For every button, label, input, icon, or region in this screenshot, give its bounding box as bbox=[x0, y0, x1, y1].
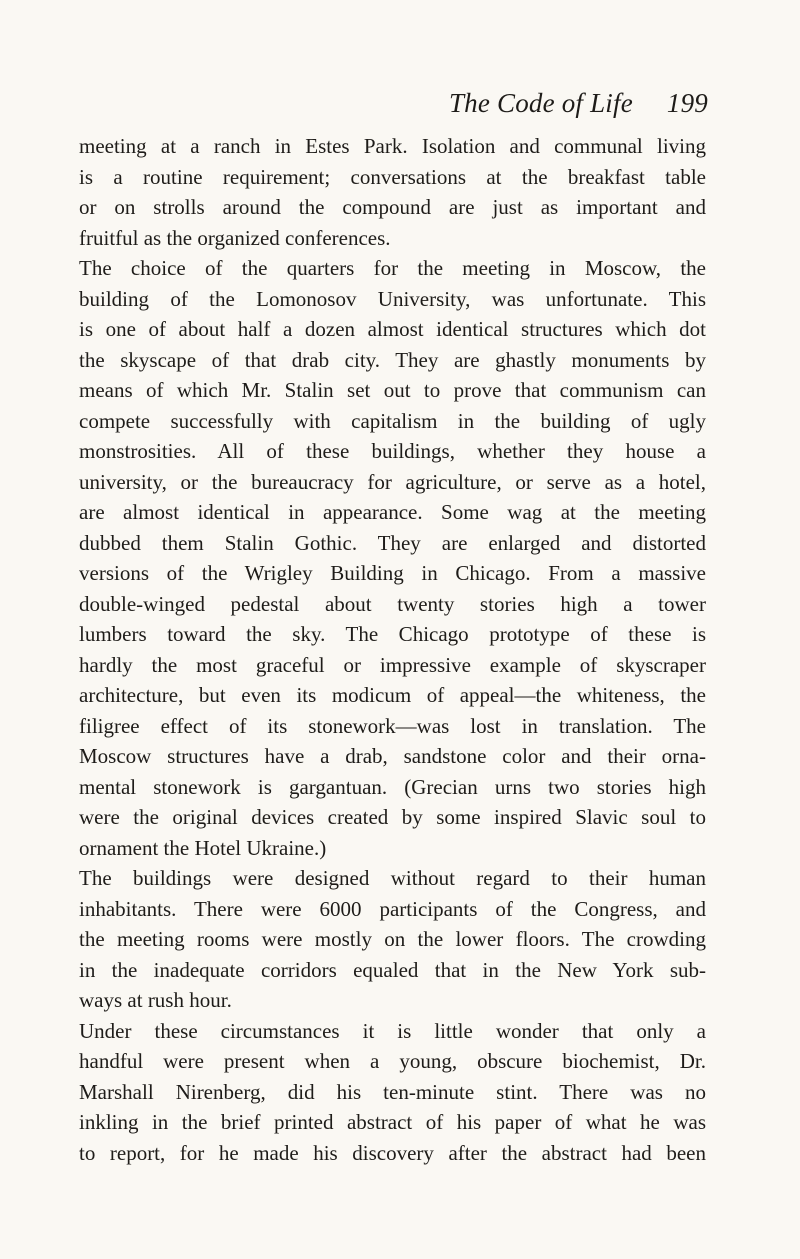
page-number: 199 bbox=[666, 88, 708, 118]
text-line: lumbers toward the sky. The Chicago prototype of these is bbox=[79, 622, 706, 646]
text-line: ornament the Hotel Ukraine.) bbox=[79, 835, 327, 860]
text-line: means of which Mr. Stalin set out to prove that communism can bbox=[79, 378, 706, 402]
text-line: the meeting rooms were mostly on the lower floors. The crowding bbox=[79, 927, 706, 951]
text-line: mental stonework is gargantuan. (Grecian urns two stories high bbox=[79, 774, 706, 799]
text-line: Moscow structures have a drab, sandstone color and their orna- bbox=[79, 744, 706, 768]
text-line: versions of the Wrigley Building in Chicago. From a massive bbox=[79, 561, 706, 585]
text-line: The buildings were designed without regard to their human bbox=[79, 866, 706, 890]
text-line: inkling in the brief printed abstract of his paper of what he was bbox=[79, 1110, 706, 1134]
text-line: were the original devices created by some inspired Slavic soul to bbox=[79, 805, 706, 829]
text-line: or on strolls around the compound are just as important and bbox=[79, 195, 706, 219]
text-line: are almost identical in appearance. Some wag at the meeting bbox=[79, 500, 706, 524]
running-title: The Code of Life bbox=[448, 88, 633, 118]
text-line: ways at rush hour. bbox=[79, 988, 232, 1012]
text-line: in the inadequate corridors equaled that in the New York sub- bbox=[79, 957, 706, 982]
text-line: meeting at a ranch in Estes Park. Isolation and communal living bbox=[79, 134, 706, 158]
text-line: monstrosities. All of these buildings, whether they house a bbox=[79, 439, 706, 463]
text-line: The choice of the quarters for the meeting in Moscow, the bbox=[79, 256, 706, 280]
text-line: filigree effect of its stonework—was lost in translation. The bbox=[79, 713, 706, 738]
text-line: hardly the most graceful or impressive example of skyscraper bbox=[79, 652, 706, 677]
text-line: is one of about half a dozen almost identical structures which dot bbox=[79, 317, 706, 341]
text-line: building of the Lomonosov University, was unfortunate. This bbox=[79, 286, 706, 311]
text-line: to report, for he made his discovery after the abstract had been bbox=[79, 1140, 706, 1165]
text-line: compete successfully with capitalism in the building of ugly bbox=[79, 408, 706, 433]
text-line: double-winged pedestal about twenty stories high a tower bbox=[79, 591, 706, 616]
text-line: the skyscape of that drab city. They are ghastly monuments by bbox=[79, 347, 706, 372]
body-text bbox=[79, 131, 706, 1168]
text-line: Under these circumstances it is little wonder that only a bbox=[79, 1018, 706, 1043]
text-line: fruitful as the organized conferences. bbox=[79, 225, 391, 250]
text-line: university, or the bureaucracy for agriculture, or serve as a hotel, bbox=[79, 469, 706, 494]
running-head bbox=[0, 88, 708, 119]
text-line: Marshall Nirenberg, did his ten-minute stint. There was no bbox=[79, 1079, 706, 1104]
text-line: architecture, but even its modicum of appeal—the whiteness, the bbox=[79, 683, 706, 707]
text-line: handful were present when a young, obscure biochemist, Dr. bbox=[79, 1049, 706, 1073]
text-line: dubbed them Stalin Gothic. They are enlarged and distorted bbox=[79, 530, 706, 555]
text-line: is a routine requirement; conversations at the breakfast table bbox=[79, 164, 706, 189]
text-line: inhabitants. There were 6000 participants of the Congress, and bbox=[79, 896, 706, 921]
